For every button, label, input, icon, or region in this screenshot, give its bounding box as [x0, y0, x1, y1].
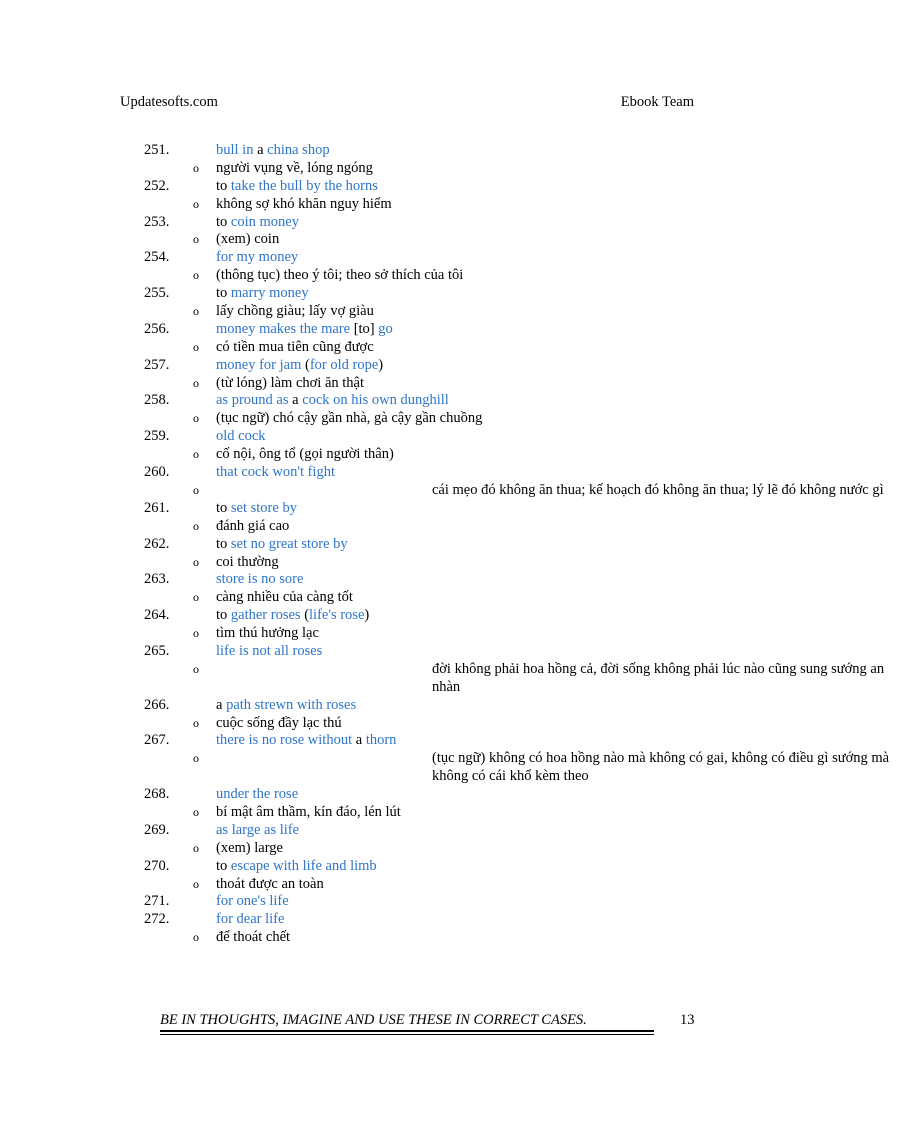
meaning-row: [0, 929, 816, 947]
bullet-icon: o: [193, 554, 199, 569]
phrase-link[interactable]: for old rope: [309, 356, 379, 373]
phrase-link[interactable]: escape with life and limb: [230, 857, 377, 874]
entry-row: [0, 249, 816, 267]
phrase-link[interactable]: money makes the mare: [216, 320, 351, 337]
phrase-link[interactable]: gather roses: [230, 607, 301, 624]
entry-row: [0, 285, 816, 303]
phrase-link[interactable]: life is not all roses: [216, 642, 323, 659]
phrase-link[interactable]: under the rose: [216, 786, 299, 803]
meaning-row: [0, 446, 816, 464]
entry-phrase: [216, 214, 299, 232]
entry-number: 268.: [144, 786, 170, 803]
phrase-link[interactable]: there is no rose without: [216, 732, 353, 749]
bullet-icon: o: [193, 661, 199, 676]
phrase-link[interactable]: china shop: [267, 142, 330, 158]
footer-motto: BE IN THOUGHTS, IMAGINE AND USE THESE IN CORRECT CASES.: [160, 1012, 587, 1028]
meaning-row: [0, 625, 816, 643]
phrase-link[interactable]: that cock won't fight: [216, 464, 335, 481]
bullet-icon: o: [193, 930, 199, 945]
bullet-icon: o: [193, 626, 199, 641]
entry-number: 257.: [144, 356, 170, 373]
entry-phrase: [216, 697, 356, 715]
entry-number: 271.: [144, 893, 170, 910]
entry-meaning: người vụng về, lóng ngóng: [216, 159, 373, 176]
phrase-text: to: [216, 857, 231, 874]
meaning-row: [0, 804, 816, 822]
entry-row: [0, 464, 816, 482]
phrase-link[interactable]: set no great store by: [230, 535, 348, 552]
meaning-row: [0, 589, 816, 607]
entry-number: 259.: [144, 428, 170, 445]
phrase-text: to: [216, 177, 231, 194]
entry-meaning: (xem) large: [216, 839, 283, 856]
phrase-text: ): [364, 607, 370, 624]
phrase-text: to: [216, 607, 231, 624]
entry-phrase: [216, 893, 289, 911]
entry-row: [0, 500, 816, 518]
entry-number: 272.: [144, 911, 170, 928]
meaning-row: [0, 554, 816, 572]
entry-row: [0, 321, 816, 339]
meaning-row: [0, 196, 816, 214]
bullet-icon: o: [193, 876, 199, 891]
meaning-row: [0, 160, 816, 178]
meaning-row: [0, 840, 816, 858]
bullet-icon: o: [193, 518, 199, 533]
entry-number: 261.: [144, 499, 170, 516]
meaning-row: [0, 715, 816, 733]
bullet-icon: o: [193, 375, 199, 390]
entry-phrase: [216, 249, 298, 267]
meaning-row: [0, 267, 816, 285]
bullet-icon: o: [193, 482, 199, 497]
entry-phrase: [216, 428, 266, 446]
entry-number: 266.: [144, 696, 170, 713]
entry-number: 265.: [144, 642, 170, 659]
bullet-icon: o: [193, 447, 199, 462]
entry-phrase: [216, 911, 284, 929]
entry-row: [0, 643, 816, 661]
entry-number: 260.: [144, 464, 170, 481]
meaning-row: [0, 660, 885, 697]
phrase-text: to: [216, 535, 231, 552]
entry-list: [0, 142, 890, 947]
entry-number: 269.: [144, 821, 170, 838]
phrase-text: (: [300, 607, 310, 624]
entry-row: [0, 392, 816, 410]
entry-phrase: [216, 536, 348, 554]
bullet-icon: o: [193, 268, 199, 283]
phrase-link[interactable]: money for jam: [216, 356, 302, 373]
entry-number: 256.: [144, 320, 170, 337]
phrase-link[interactable]: path strewn with roses: [226, 696, 357, 713]
entry-meaning: đánh giá cao: [216, 517, 290, 534]
phrase-link[interactable]: thorn: [365, 732, 397, 749]
entry-phrase: [216, 786, 298, 804]
entry-meaning: cuộc sống đầy lạc thú: [216, 714, 342, 731]
entry-phrase: [216, 321, 393, 339]
entry-phrase: [216, 464, 335, 482]
entry-meaning: cố nội, ông tổ (gọi người thân): [216, 446, 394, 463]
entry-meaning: (từ lóng) làm chơi ăn thật: [216, 374, 365, 391]
entry-meaning: thoát được an toàn: [216, 875, 324, 892]
entry-row: [0, 607, 816, 625]
bullet-icon: o: [193, 411, 199, 426]
meaning-row: [0, 231, 816, 249]
phrase-text: ): [378, 356, 384, 373]
entry-meaning: để thoát chết: [216, 929, 291, 946]
phrase-link[interactable]: bull in: [216, 142, 254, 158]
entry-meaning: (tục ngữ) chó cậy gần nhà, gà cậy gần chuồng: [216, 410, 483, 427]
entry-number: 252.: [144, 177, 170, 194]
entry-number: 262.: [144, 535, 170, 552]
page-number: 13: [680, 1012, 695, 1028]
entry-row: [0, 357, 816, 375]
entry-phrase: [216, 643, 322, 661]
bullet-icon: o: [193, 840, 199, 855]
entry-row: [0, 786, 816, 804]
entry-meaning: bí mật âm thầm, kín đáo, lén lút: [216, 804, 401, 821]
phrase-text: a: [216, 696, 227, 713]
phrase-text: to: [216, 213, 231, 230]
phrase-link[interactable]: store is no sore: [216, 571, 304, 588]
phrase-link[interactable]: set store by: [230, 499, 297, 516]
bullet-icon: o: [193, 196, 199, 211]
entry-phrase: [216, 571, 303, 589]
entry-number: 253.: [144, 213, 170, 230]
bullet-icon: o: [193, 590, 199, 605]
phrase-link[interactable]: as large as life: [216, 821, 300, 838]
entry-meaning: đời không phải hoa hồng cả, đời sống không phải lúc nào cũng sung sướng an nhàn: [432, 660, 885, 695]
entry-meaning: không sợ khó khăn nguy hiểm: [216, 195, 392, 212]
entry-row: [0, 536, 816, 554]
entry-row: [0, 893, 816, 911]
footer-rule-thick: [160, 1030, 654, 1032]
phrase-link[interactable]: cock on his own dunghill: [302, 392, 449, 409]
phrase-link[interactable]: as pround as: [216, 392, 289, 409]
meaning-row: [0, 750, 890, 786]
meaning-row: [0, 876, 816, 894]
bullet-icon: o: [193, 304, 199, 319]
meaning-row: [0, 303, 816, 321]
entry-phrase: [216, 142, 330, 160]
bullet-icon: o: [193, 232, 199, 247]
entry-meaning: có tiền mua tiên cũng được: [216, 338, 374, 355]
entry-phrase: [216, 178, 378, 196]
entry-phrase: [216, 822, 299, 840]
footer-rule-thin: [160, 1034, 654, 1035]
entry-row: [0, 428, 816, 446]
entry-number: 270.: [144, 857, 170, 874]
entry-phrase: [216, 357, 383, 375]
entry-row: [0, 571, 816, 589]
meaning-row: [0, 481, 884, 500]
entry-number: 263.: [144, 571, 170, 588]
entry-number: 251.: [144, 142, 170, 158]
phrase-text: a: [288, 392, 303, 409]
phrase-text: a: [253, 142, 268, 158]
entry-phrase: [216, 285, 309, 303]
bullet-icon: o: [193, 805, 199, 820]
phrase-link[interactable]: marry money: [230, 285, 309, 302]
entry-meaning: cái mẹo đó không ăn thua; kế hoạch đó không ăn thua; lý lẽ đó không nước gì: [432, 481, 884, 498]
entry-row: [0, 697, 816, 715]
phrase-text: to: [216, 285, 231, 302]
entry-meaning: (tục ngữ) không có hoa hồng nào mà không có gai, không có điều gì sướng mà không có cái khổ kèm theo: [432, 750, 890, 785]
entry-phrase: [216, 392, 449, 410]
bullet-icon: o: [193, 751, 199, 766]
phrase-link[interactable]: life's rose: [309, 607, 365, 624]
entry-row: [0, 142, 816, 160]
entry-meaning: (xem) coin: [216, 231, 280, 248]
phrase-link[interactable]: take the bull by the horns: [230, 177, 378, 194]
phrase-text: (: [301, 356, 310, 373]
entry-phrase: [216, 500, 297, 518]
phrase-link[interactable]: for one's life: [216, 893, 289, 910]
phrase-link[interactable]: for dear life: [216, 911, 285, 928]
phrase-text: a: [352, 732, 366, 749]
entry-meaning: tìm thú hưởng lạc: [216, 625, 319, 642]
entry-phrase: [216, 858, 377, 876]
entry-row: [0, 214, 816, 232]
entry-meaning: coi thường: [216, 553, 279, 570]
phrase-text: to: [216, 499, 231, 516]
entry-number: 267.: [144, 732, 170, 749]
bullet-icon: o: [193, 160, 199, 175]
header-team: Ebook Team: [620, 94, 694, 110]
entry-number: 255.: [144, 285, 170, 302]
header-site: Updatesofts.com: [120, 94, 218, 110]
entry-row: [0, 822, 816, 840]
entry-row: [0, 911, 816, 929]
entry-meaning: càng nhiều của càng tốt: [216, 589, 353, 606]
meaning-row: [0, 410, 816, 428]
entry-row: [0, 178, 816, 196]
meaning-row: [0, 375, 816, 393]
entry-meaning: (thông tục) theo ý tôi; theo sở thích của tôi: [216, 267, 464, 284]
phrase-link[interactable]: coin money: [230, 213, 299, 230]
entry-row: [0, 858, 816, 876]
entry-phrase: [216, 732, 396, 750]
phrase-link[interactable]: old cock: [216, 428, 266, 445]
entry-row: [0, 732, 816, 750]
phrase-link[interactable]: go: [378, 320, 393, 337]
bullet-icon: o: [193, 715, 199, 730]
entry-number: 258.: [144, 392, 170, 409]
meaning-row: [0, 339, 816, 357]
phrase-link[interactable]: for my money: [216, 249, 299, 266]
entry-phrase: [216, 607, 369, 625]
entry-number: 264.: [144, 607, 170, 624]
bullet-icon: o: [193, 339, 199, 354]
entry-number: 254.: [144, 249, 170, 266]
entry-meaning: lấy chồng giàu; lấy vợ giàu: [216, 303, 374, 320]
meaning-row: [0, 518, 816, 536]
phrase-text: [to]: [350, 320, 379, 337]
